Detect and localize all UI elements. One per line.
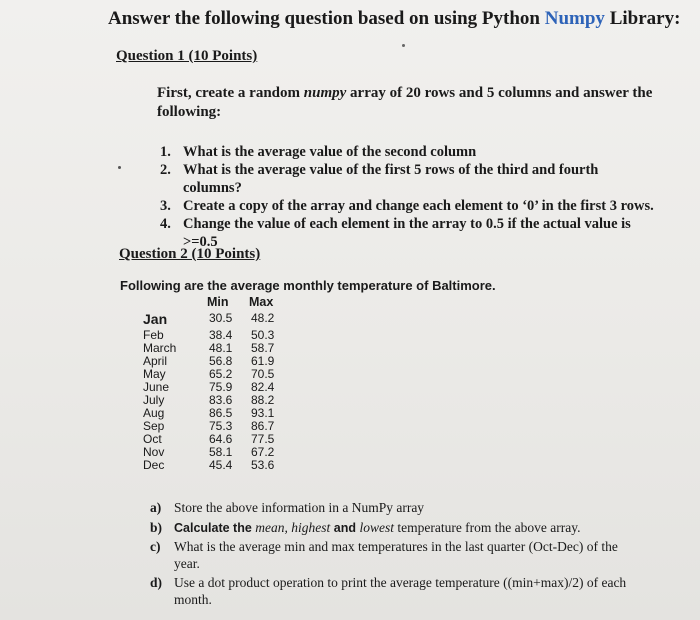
- question1-item: [160, 143, 660, 161]
- item-letter: d): [150, 575, 163, 590]
- temperature-table-heading: Following are the average monthly temperature of Baltimore.: [120, 278, 496, 293]
- question2-item-a: [150, 500, 640, 517]
- max-column-header: Max: [249, 295, 274, 309]
- question1-item: [160, 197, 660, 215]
- question1-intro: [157, 84, 657, 122]
- month-cell: March: [143, 341, 177, 355]
- min-cell: 38.4: [209, 328, 233, 342]
- margin-dot: [118, 166, 121, 169]
- month-cell: Aug: [143, 406, 165, 420]
- item-text-part: Calculate the: [174, 520, 256, 535]
- item-letter: c): [150, 539, 161, 554]
- item-text-italic: lowest: [359, 519, 394, 535]
- min-cell: 83.6: [209, 393, 233, 407]
- item-number: 3.: [160, 198, 171, 214]
- intro-text-1: First, create a random: [157, 85, 304, 101]
- item-letter: b): [150, 519, 163, 535]
- question1-list: [160, 143, 660, 251]
- month-cell: Oct: [143, 432, 162, 446]
- item-text-part: and: [330, 520, 360, 535]
- item-letter: a): [150, 500, 162, 515]
- item-text-italic: mean, highest: [255, 519, 331, 535]
- item-text: Create a copy of the array and change each element to ‘0’ in the first 3 rows.: [183, 198, 654, 214]
- min-column-header: Min: [207, 295, 229, 309]
- question2-item-d: [150, 575, 640, 608]
- month-cell: Feb: [143, 328, 164, 342]
- intro-numpy-italic: numpy: [303, 85, 347, 101]
- title-numpy-highlight: Numpy: [544, 8, 605, 29]
- max-cell: 82.4: [251, 380, 275, 394]
- min-cell: 48.1: [209, 341, 233, 355]
- question2-item-c: [150, 539, 640, 572]
- month-cell: July: [143, 393, 165, 407]
- min-cell: 75.3: [209, 419, 233, 433]
- min-cell: 65.2: [209, 367, 233, 381]
- min-cell: 30.5: [209, 311, 233, 325]
- max-cell: 61.9: [251, 354, 275, 368]
- item-text-part: temperature from the above array.: [393, 519, 581, 535]
- min-cell: 75.9: [209, 380, 233, 394]
- max-cell: 58.7: [251, 341, 275, 355]
- min-cell: 56.8: [209, 354, 233, 368]
- max-cell: 48.2: [251, 311, 275, 325]
- max-cell: 53.6: [251, 458, 275, 472]
- month-cell: Sep: [143, 419, 165, 433]
- stray-mark: [402, 44, 405, 47]
- item-text: Change the value of each element in the array to 0.5 if the actual value is >=0.5: [183, 216, 631, 250]
- max-cell: 93.1: [251, 406, 275, 420]
- max-cell: 86.7: [251, 419, 275, 433]
- item-number: 4.: [160, 216, 171, 232]
- max-cell: 50.3: [251, 328, 275, 342]
- question1-heading: Question 1 (10 Points): [116, 48, 258, 64]
- item-text: Use a dot product operation to print the average temperature ((min+max)/2) of each month.: [174, 575, 627, 607]
- item-number: 2.: [160, 162, 171, 178]
- month-cell: May: [143, 367, 166, 381]
- title-suffix: Library:: [604, 8, 681, 29]
- max-cell: 70.5: [251, 367, 275, 381]
- question2-list: [150, 500, 640, 611]
- month-cell: Dec: [143, 458, 165, 472]
- item-text: What is the average value of the second column: [183, 144, 477, 160]
- min-cell: 86.5: [209, 406, 233, 420]
- title-prefix: Answer the following question based on using Python: [108, 8, 545, 29]
- min-cell: 64.6: [209, 432, 233, 446]
- min-cell: 45.4: [209, 458, 233, 472]
- min-cell: 58.1: [209, 445, 233, 459]
- month-cell: Nov: [143, 445, 165, 459]
- question1-item: [160, 161, 660, 197]
- intro-text-2: array of 20 rows and 5 columns and answer the following:: [157, 85, 653, 120]
- question2-item-b: [150, 520, 640, 537]
- month-cell: June: [143, 380, 170, 394]
- item-text: What is the average value of the first 5 rows of the third and fourth columns?: [183, 162, 599, 196]
- max-cell: 67.2: [251, 445, 275, 459]
- question2-heading: Question 2 (10 Points): [119, 246, 261, 262]
- item-text: Store the above information in a NumPy array: [174, 500, 425, 515]
- max-cell: 77.5: [251, 432, 275, 446]
- item-text: What is the average min and max temperatures in the last quarter (Oct-Dec) of the year.: [174, 539, 618, 571]
- month-cell: April: [143, 354, 168, 368]
- item-number: 1.: [160, 144, 171, 160]
- max-cell: 88.2: [251, 393, 275, 407]
- month-cell: Jan: [143, 311, 168, 327]
- assignment-title: [108, 8, 680, 30]
